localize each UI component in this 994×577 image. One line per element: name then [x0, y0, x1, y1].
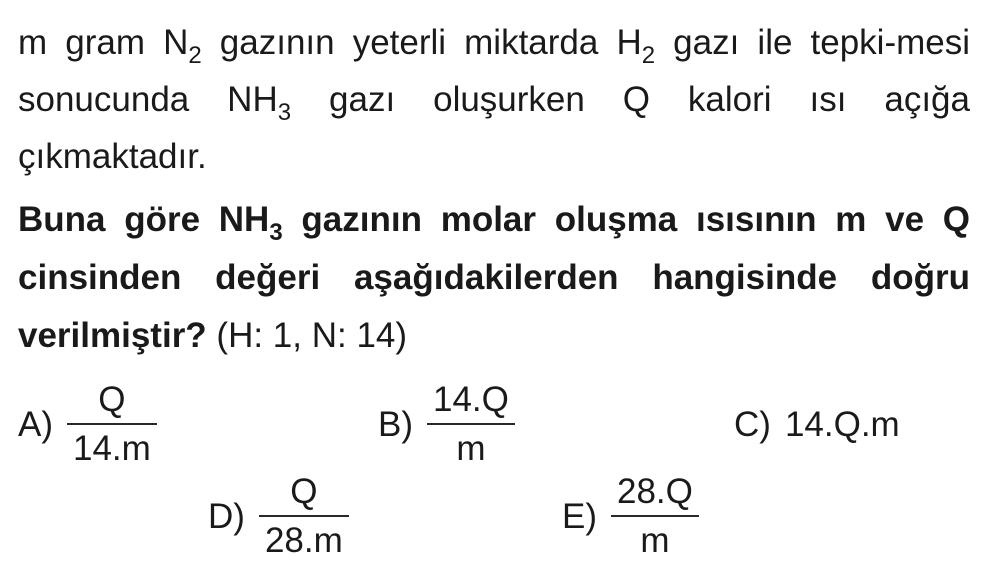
stem-subscript-1: 2: [188, 42, 202, 69]
option-a-fraction: [67, 380, 157, 469]
option-b-letter: B): [378, 404, 413, 444]
question-bold-part: [18, 200, 970, 355]
option-b-numerator: 14.Q: [433, 380, 509, 419]
question-text-2: gazının molar oluşma ısısının m ve Q cinsinden değeri aşağıdakilerden hangisinde doğru verilmiştir?: [18, 200, 970, 355]
option-d-letter: D): [208, 496, 245, 536]
stem-text-3: gazı ile tepki-mesi sonucunda NH: [18, 23, 971, 119]
option-a[interactable]: [18, 380, 157, 469]
option-d-fraction-bar: [259, 515, 349, 517]
option-c-letter: C): [734, 405, 771, 444]
question-stem: [18, 14, 970, 185]
option-e-numerator: 28.Q: [617, 472, 693, 511]
option-a-fraction-bar: [67, 423, 157, 425]
option-e-fraction-bar: [611, 515, 699, 517]
option-e-denominator: m: [640, 521, 670, 560]
option-b[interactable]: [378, 380, 515, 469]
atomic-mass-note: (H: 1, N: 14): [206, 316, 408, 355]
option-d-denominator: 28.m: [264, 521, 343, 560]
option-b-fraction-bar: [427, 423, 515, 425]
option-a-numerator: Q: [98, 380, 126, 419]
question-prompt: [18, 191, 970, 365]
option-e-fraction: [611, 472, 699, 561]
option-c-text: 14.Q.m: [784, 405, 900, 444]
stem-text-2: gazının yeterli miktarda H: [201, 23, 642, 62]
stem-subscript-3: 3: [277, 99, 292, 126]
option-d-fraction: [259, 472, 349, 561]
stem-text-4: gazı oluşurken Q kalori ısı açığa çıkmaktadır.: [18, 80, 970, 176]
option-a-letter: A): [18, 404, 53, 444]
option-d[interactable]: [208, 472, 349, 561]
option-a-denominator: 14.m: [73, 429, 151, 468]
option-b-fraction: [427, 380, 515, 469]
stem-subscript-2: 2: [641, 42, 656, 69]
question-subscript: 3: [269, 219, 283, 246]
question-text-1: Buna göre NH: [18, 200, 270, 239]
option-c[interactable]: [734, 405, 900, 445]
option-b-denominator: m: [456, 429, 486, 468]
option-e-letter: E): [562, 496, 597, 536]
stem-text-1: m gram N: [18, 23, 189, 62]
option-e[interactable]: [562, 472, 699, 561]
option-d-numerator: Q: [290, 472, 318, 511]
